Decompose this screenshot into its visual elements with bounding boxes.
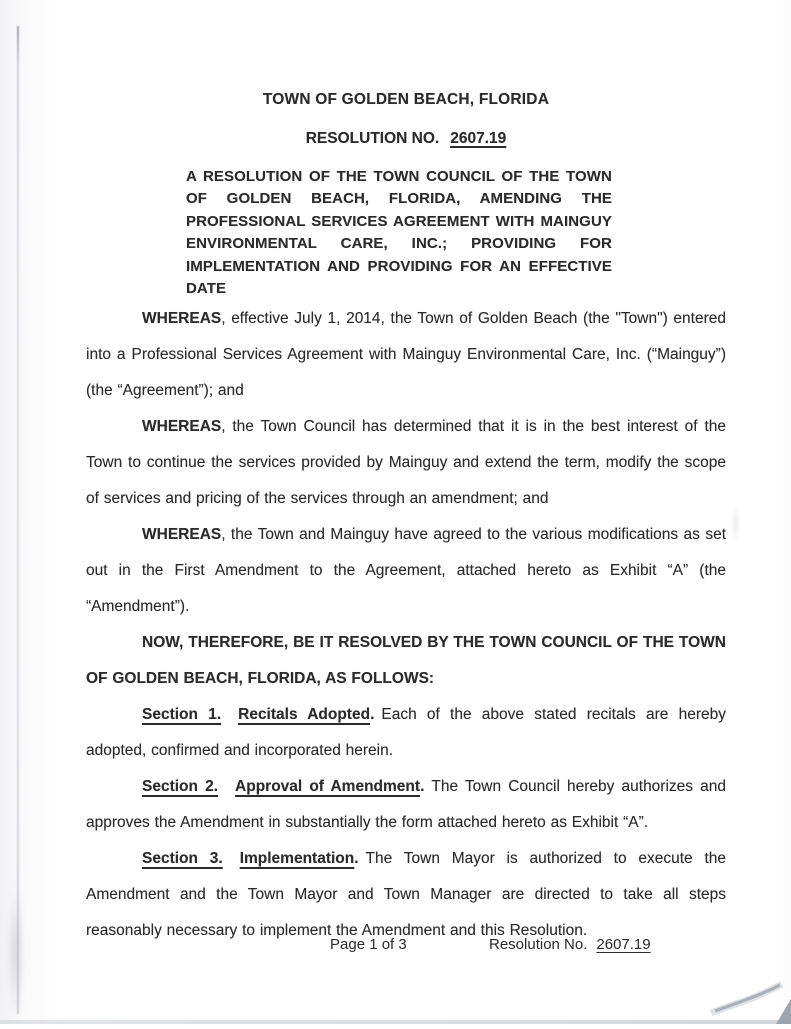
section-heading: Approval of Amendment — [235, 778, 421, 796]
section-heading-period: . — [354, 850, 359, 868]
resolution-label: RESOLUTION NO. — [305, 130, 440, 147]
recital-text: , the Town and Mainguy have agreed to the various modifications as set out in the First Amendment to the Agreement, attached hereto as Exhibit “A” (the “Amendment”). — [86, 526, 726, 616]
section-paragraph-1 — [86, 697, 726, 769]
whereas-keyword: WHEREAS — [142, 526, 222, 544]
section-heading: Implementation — [239, 850, 355, 868]
section-heading: Recitals Adopted — [238, 706, 371, 724]
page-footer — [0, 936, 791, 956]
resolution-number-line — [86, 129, 726, 148]
recital-paragraph-2 — [86, 409, 726, 517]
section-paragraph-3 — [86, 841, 726, 949]
whereas-keyword: WHEREAS — [142, 310, 222, 328]
section-heading-period: . — [370, 706, 375, 724]
section-text: Each of the above stated recitals are hereby adopted, confirmed and incorporated herein. — [86, 706, 727, 760]
resolution-caption: A RESOLUTION OF THE TOWN COUNCIL OF THE TOWN OF GOLDEN BEACH, FLORIDA, AMENDING THE PROFESSIONAL SERVICES AGREEMENT WITH MAINGUY ENVIRONMENTAL CARE, INC.; PROVIDING FOR IMPLEMENTATION AND PROVIDING FOR AN EFFECTIVE DATE — [186, 168, 612, 298]
resolved-clause: NOW, THEREFORE, BE IT RESOLVED BY THE TOWN COUNCIL OF THE TOWN OF GOLDEN BEACH, FLORIDA, AS FOLLOWS: — [86, 634, 726, 688]
footer-resolution-number: 2607.19 — [596, 936, 651, 953]
document-title: TOWN OF GOLDEN BEACH, FLORIDA — [262, 91, 550, 108]
whereas-keyword: WHEREAS — [142, 418, 222, 436]
page-curl-icon — [661, 960, 791, 1024]
recital-text: , the Town Council has determined that it is in the best interest of the Town to continue the services provided by Mainguy and extend the term, modify the scope of services and pricing of the services through an amendment; and — [86, 418, 726, 508]
scan-smudge-right — [733, 500, 738, 546]
section-number: Section 2. — [142, 778, 219, 796]
recital-paragraph-3 — [86, 517, 726, 625]
section-number: Section 3. — [142, 850, 223, 868]
section-text: The Town Council hereby authorizes and approves the Amendment in substantially the form attached hereto as Exhibit “A”. — [86, 778, 727, 832]
recital-text: , effective July 1, 2014, the Town of Golden Beach (the "Town") entered into a Professional Services Agreement with Mainguy Environmental Care, Inc. (“Mainguy”) (the “Agreement”); and — [86, 310, 726, 400]
section-paragraph-2 — [86, 769, 726, 841]
page-curl-mark — [661, 960, 791, 1024]
footer-resolution-reference — [489, 936, 651, 953]
section-text: The Town Mayor is authorized to execute the Amendment and the Town Mayor and Town Manager are directed to take all steps reasonably necessary to implement the Amendment and this Resolution. — [86, 850, 726, 940]
page-number-label: Page 1 of 3 — [330, 936, 407, 953]
document-content — [86, 0, 726, 949]
recital-paragraph-1 — [86, 301, 726, 409]
section-number: Section 1. — [142, 706, 222, 724]
section-heading-period: . — [420, 778, 425, 796]
resolution-number: 2607.19 — [450, 130, 507, 147]
scan-streak-left — [17, 26, 19, 1014]
footer-resolution-label: Resolution No. — [489, 936, 588, 953]
